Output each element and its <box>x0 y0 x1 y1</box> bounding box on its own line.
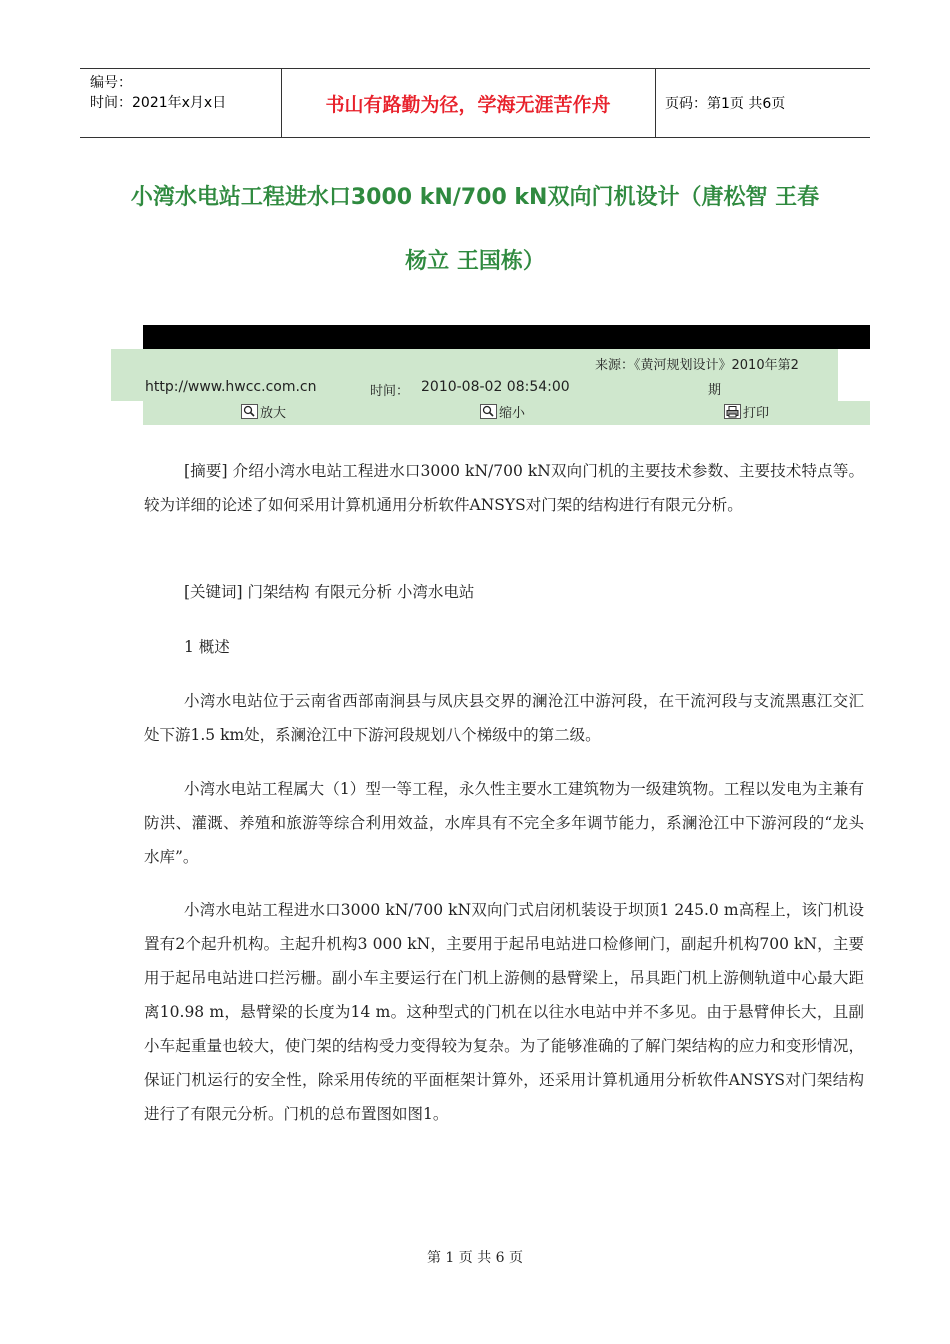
document-header <box>80 68 870 138</box>
header-meta <box>90 73 280 113</box>
article-title <box>90 166 860 294</box>
zoom-in-label: 放大 <box>260 406 287 421</box>
meta-url-link[interactable]: http://www.hwcc.com.cn <box>145 379 317 395</box>
zoom-in-button[interactable] <box>241 402 286 421</box>
header-number-label: 编号： <box>90 75 132 91</box>
meta-time-label: 时间： <box>370 384 410 399</box>
meta-source-period: 期 <box>708 383 722 398</box>
keywords-paragraph: [关键词] 门架结构 有限元分析 小湾水电站 <box>184 583 475 601</box>
print-button[interactable] <box>724 402 769 421</box>
zoom-out-button[interactable] <box>480 402 525 421</box>
body-paragraph: 小湾水电站工程进水口3000 kN/700 kN双向门式启闭机装设于坝顶1 245.0 m高程上，该门机设置有2个起升机构。主起升机构3 000 kN，主要用于起吊电站进口检修闸门，副起升机构700 kN，主要用于起吊电站进口拦污栅。副小车主要运行在门机上游侧的悬臂梁上，吊具距门机上游侧轨道中心最大距离10.98 m，悬臂梁的长度为14 m。这种型式的门机在以往水电站中并不多见。由于悬臂伸长大，且副小车起重量也较大，使门架的结构受力变得较为复杂。为了能够准确的了解门架结构的应力和变形情况，保证门机运行的安全性，除采用传统的平面框架计算外，还采用计算机通用分析软件ANSYS对门架结构进行了有限元分析。门机的总布置图如图1。 <box>144 901 864 1123</box>
magnifier-icon <box>241 404 258 419</box>
zoom-out-label: 缩小 <box>499 406 526 421</box>
header-time-label: 时间：2021年x月x日 <box>90 95 227 111</box>
black-banner <box>143 325 870 349</box>
article-title-line2: 杨立 王国栋） <box>405 249 545 274</box>
print-label: 打印 <box>743 406 770 421</box>
body-paragraph: 小湾水电站工程属大（1）型一等工程，永久性主要水工建筑物为一级建筑物。工程以发电为主兼有防洪、灌溉、养殖和旅游等综合利用效益，水库具有不完全多年调节能力，系澜沧江中下游河段的“龙头水库”。 <box>144 780 864 866</box>
header-motto: 书山有路勤为径，学海无涯苦作舟 <box>325 93 611 116</box>
body-paragraph: 小湾水电站位于云南省西部南涧县与凤庆县交界的澜沧江中游河段，在干流河段与支流黑惠江交汇处下游1.5 km处，系澜沧江中下游河段规划八个梯级中的第二级。 <box>144 692 864 744</box>
abstract-paragraph: [摘要] 介绍小湾水电站工程进水口3000 kN/700 kN双向门机的主要技术参数、主要技术特点等。较为详细的论述了如何采用计算机通用分析软件ANSYS对门架的结构进行有限元分析。 <box>144 462 864 514</box>
magnifier-icon <box>480 404 497 419</box>
header-page-info: 页码：第1页 共6页 <box>665 96 786 112</box>
meta-source: 来源：《黄河规划设计》2010年第2 <box>595 358 799 373</box>
page-footer: 第 1 页 共 6 页 <box>426 1250 524 1266</box>
section-heading: 1 概述 <box>184 638 230 656</box>
printer-icon <box>724 404 741 419</box>
header-divider <box>655 69 656 137</box>
article-title-line1: 小湾水电站工程进水口3000 kN/700 kN双向门机设计（唐松智 王春 <box>130 185 820 210</box>
meta-time-value: 2010-08-02 08:54:00 <box>421 379 570 395</box>
